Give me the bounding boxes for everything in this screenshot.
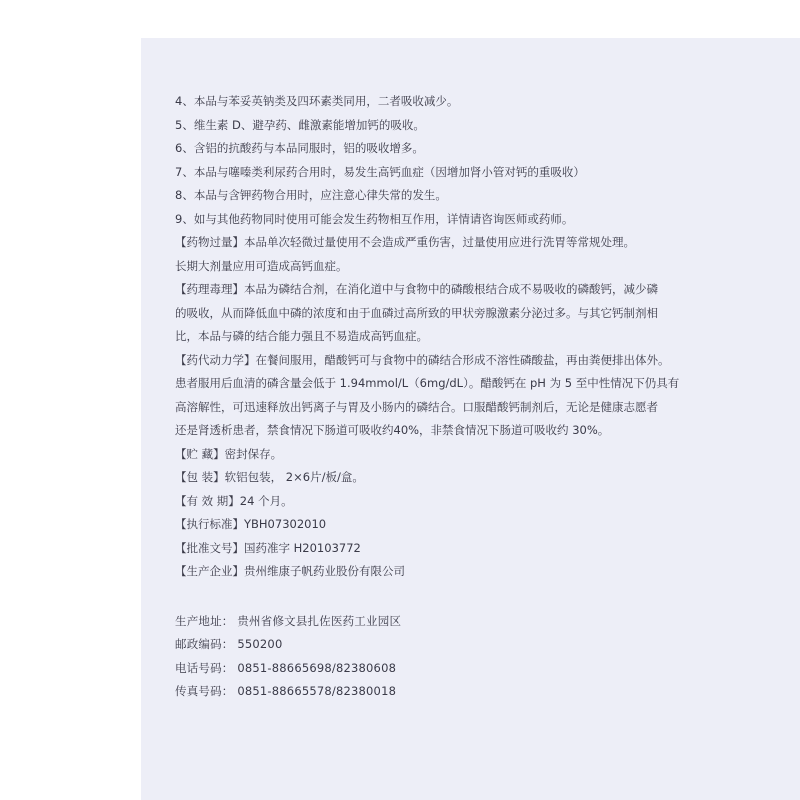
text-line: 4、本品与苯妥英钠类及四环素类同用，二者吸收减少。 [175,94,459,108]
storage-line: 【贮 藏】密封保存。 [175,446,283,461]
address-line: 生产地址： 贵州省修文县扎佐医药工业园区 [175,613,402,628]
pharmacology-heading-line: 【药理毒理】本品为磷结合剂，在消化道中与食物中的磷酸根结合成不易吸收的磷酸钙，减少磷 [175,282,658,296]
pharmacokinetics-heading-line: 【药代动力学】在餐间服用，醋酸钙可与食物中的磷结合形成不溶性磷酸盐，再由粪便排出体外。 [175,352,670,367]
text-line: 9、如与其他药物同时使用可能会发生药物相互作用，详情请咨询医师或药师。 [175,211,574,226]
leaflet-text [175,90,775,704]
overdose-heading-line: 【药物过量】本品单次轻微过量使用不会造成严重伤害，过量使用应进行洗胃等常规处理。 [175,235,635,249]
text-line: 7、本品与噻嗪类利尿药合用时，易发生高钙血症（因增加肾小管对钙的重吸收） [175,164,585,179]
contact-info [175,610,775,704]
text-line: 高溶解性，可迅速释放出钙离子与胃及小肠内的磷结合。口服醋酸钙制剂后，无论是健康志愿者 [175,399,658,414]
text-line: 5、维生素 D、避孕药、雌激素能增加钙的吸收。 [175,117,425,132]
phone-line: 电话号码： 0851-88665698/82380608 [175,660,397,675]
text-line: 长期大剂量应用可造成高钙血症。 [175,258,348,273]
text-line: 的吸收，从而降低血中磷的浓度和由于血磷过高所致的甲状旁腺激素分泌过多。与其它钙制剂相 [175,305,658,320]
postal-code-line: 邮政编码： 550200 [175,637,283,651]
text-line: 6、含铝的抗酸药与本品同服时，铝的吸收增多。 [175,141,424,155]
text-line: 患者服用后血清的磷含量会低于 1.94mmol/L（6mg/dL）。醋酸钙在 pH 为 5 至中性情况下仍具有 [175,376,680,390]
spacer [175,584,775,610]
text-line: 比，本品与磷的结合能力强且不易造成高钙血症。 [175,329,428,343]
approval-number-line: 【批准文号】国药准字 H20103772 [175,540,361,555]
fax-line: 传真号码： 0851-88665578/82380018 [175,684,397,698]
text-line: 8、本品与含钾药物合用时，应注意心律失常的发生。 [175,188,447,202]
text-line: 还是肾透析患者，禁食情况下肠道可吸收约40%，非禁食情况下肠道可吸收约 30%。 [175,423,610,437]
packaging-line: 【包 装】软铝包装， 2×6片/板/盒。 [175,470,364,484]
manufacturer-line: 【生产企业】贵州维康子帆药业股份有限公司 [175,564,405,578]
standard-line: 【执行标准】YBH07302010 [175,517,327,531]
validity-line: 【有 效 期】24 个月。 [175,493,293,508]
